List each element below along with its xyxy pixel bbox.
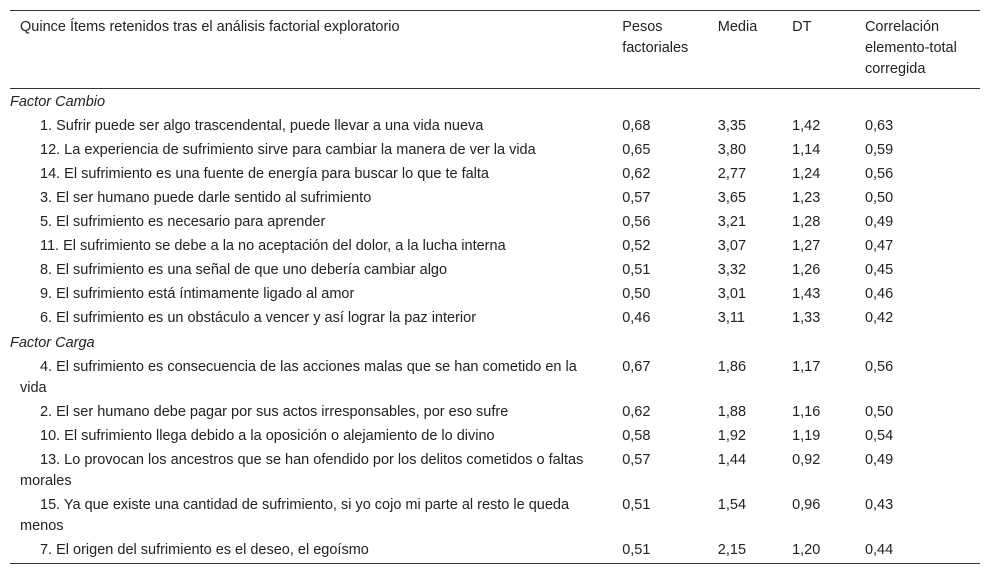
peso-factorial-cell: 0,56 (622, 214, 651, 230)
correlacion-cell: 0,50 (864, 190, 894, 206)
item-text: 7. El origen del sufrimiento es el deseo, el egoísmo (40, 542, 369, 558)
correlacion-cell: 0,56 (864, 166, 894, 182)
peso-factorial-cell: 0,51 (622, 262, 651, 278)
peso-factorial-cell: 0,46 (622, 310, 651, 326)
item-text: 14. El sufrimiento es una fuente de energía para buscar lo que te falta (40, 166, 489, 182)
dt-cell: 0,96 (792, 497, 821, 513)
media-cell: 1,86 (717, 359, 747, 375)
correlacion-cell: 0,47 (864, 238, 894, 254)
item-text: 11. El sufrimiento se debe a la no aceptación del dolor, a la lucha interna (40, 238, 506, 254)
dt-cell: 1,14 (792, 142, 821, 158)
peso-factorial-cell: 0,57 (622, 190, 651, 206)
media-cell: 3,65 (717, 190, 747, 206)
correlacion-cell: 0,59 (864, 142, 894, 158)
dt-cell: 1,43 (792, 286, 821, 302)
peso-factorial-cell: 0,51 (622, 542, 651, 558)
correlacion-cell: 0,49 (864, 214, 894, 230)
peso-factorial-cell: 0,67 (622, 359, 651, 375)
media-cell: 2,15 (717, 542, 747, 558)
correlacion-cell: 0,54 (864, 428, 894, 444)
dt-cell: 1,20 (792, 542, 821, 558)
dt-cell: 0,92 (792, 452, 821, 468)
dt-cell: 1,27 (792, 238, 821, 254)
media-cell: 3,21 (717, 214, 747, 230)
correlacion-cell: 0,63 (864, 118, 894, 134)
peso-factorial-cell: 0,58 (622, 428, 651, 444)
header-media: Media (717, 19, 758, 35)
correlacion-cell: 0,46 (864, 286, 894, 302)
correlacion-cell: 0,50 (864, 404, 894, 420)
table-row (10, 235, 980, 259)
table-row (10, 401, 980, 425)
dt-cell: 1,16 (792, 404, 821, 420)
peso-factorial-cell: 0,51 (622, 497, 651, 513)
dt-cell: 1,19 (792, 428, 821, 444)
correlacion-cell: 0,44 (864, 542, 894, 558)
table-row (10, 425, 980, 449)
item-text: 4. El sufrimiento es consecuencia de las acciones malas que se han cometido en la vida (20, 359, 577, 396)
media-cell: 1,88 (717, 404, 747, 420)
item-text: 5. El sufrimiento es necesario para aprender (40, 214, 326, 230)
item-text: 9. El sufrimiento está íntimamente ligado al amor (40, 286, 355, 302)
dt-cell: 1,23 (792, 190, 821, 206)
table-row (10, 539, 980, 564)
media-cell: 3,07 (717, 238, 747, 254)
header-dt: DT (792, 19, 812, 35)
media-cell: 1,54 (717, 497, 747, 513)
item-text: 1. Sufrir puede ser algo trascendental, puede llevar a una vida nueva (40, 118, 484, 134)
correlacion-cell: 0,45 (864, 262, 894, 278)
header-items: Quince Ítems retenidos tras el análisis factorial exploratorio (20, 19, 400, 35)
table-row (10, 139, 980, 163)
table-header-row (10, 11, 980, 89)
table-row (10, 494, 980, 539)
factor-analysis-table (10, 10, 980, 564)
peso-factorial-cell: 0,62 (622, 166, 651, 182)
table-row (10, 163, 980, 187)
factor-heading: Factor Carga (10, 335, 95, 351)
item-text: 8. El sufrimiento es una señal de que uno debería cambiar algo (40, 262, 448, 278)
item-text: 12. La experiencia de sufrimiento sirve para cambiar la manera de ver la vida (40, 142, 536, 158)
factor-heading-row (10, 89, 980, 116)
media-cell: 3,35 (717, 118, 747, 134)
item-text: 13. Lo provocan los ancestros que se han ofendido por los delitos cometidos o faltas morales (20, 452, 584, 489)
peso-factorial-cell: 0,50 (622, 286, 651, 302)
table-row (10, 283, 980, 307)
factor-heading: Factor Cambio (10, 94, 106, 110)
dt-cell: 1,17 (792, 359, 821, 375)
media-cell: 3,11 (717, 310, 745, 326)
correlacion-cell: 0,42 (864, 310, 894, 326)
table-row (10, 115, 980, 139)
media-cell: 3,80 (717, 142, 747, 158)
header-correlacion: Correlación elemento-total corregida (864, 19, 957, 77)
item-text: 10. El sufrimiento llega debido a la oposición o alejamiento de lo divino (40, 428, 495, 444)
table-row (10, 259, 980, 283)
correlacion-cell: 0,49 (864, 452, 894, 468)
media-cell: 3,32 (717, 262, 747, 278)
table-row (10, 187, 980, 211)
correlacion-cell: 0,56 (864, 359, 894, 375)
table-row (10, 211, 980, 235)
table-row (10, 307, 980, 331)
peso-factorial-cell: 0,57 (622, 452, 651, 468)
media-cell: 1,44 (717, 452, 747, 468)
item-text: 15. Ya que existe una cantidad de sufrimiento, si yo cojo mi parte al resto le queda menos (20, 497, 570, 534)
table-row (10, 356, 980, 401)
media-cell: 2,77 (717, 166, 747, 182)
header-pesos-factoriales: Pesos factoriales (622, 19, 689, 56)
table-body (10, 89, 980, 564)
table-row (10, 449, 980, 494)
dt-cell: 1,33 (792, 310, 821, 326)
item-text: 2. El ser humano debe pagar por sus actos irresponsables, por eso sufre (40, 404, 509, 420)
factor-heading-row (10, 331, 980, 356)
dt-cell: 1,28 (792, 214, 821, 230)
media-cell: 1,92 (717, 428, 747, 444)
item-text: 6. El sufrimiento es un obstáculo a vencer y así lograr la paz interior (40, 310, 477, 326)
item-text: 3. El ser humano puede darle sentido al sufrimiento (40, 190, 372, 206)
media-cell: 3,01 (717, 286, 747, 302)
peso-factorial-cell: 0,62 (622, 404, 651, 420)
peso-factorial-cell: 0,68 (622, 118, 651, 134)
peso-factorial-cell: 0,65 (622, 142, 651, 158)
correlacion-cell: 0,43 (864, 497, 894, 513)
peso-factorial-cell: 0,52 (622, 238, 651, 254)
dt-cell: 1,42 (792, 118, 821, 134)
dt-cell: 1,26 (792, 262, 821, 278)
dt-cell: 1,24 (792, 166, 821, 182)
